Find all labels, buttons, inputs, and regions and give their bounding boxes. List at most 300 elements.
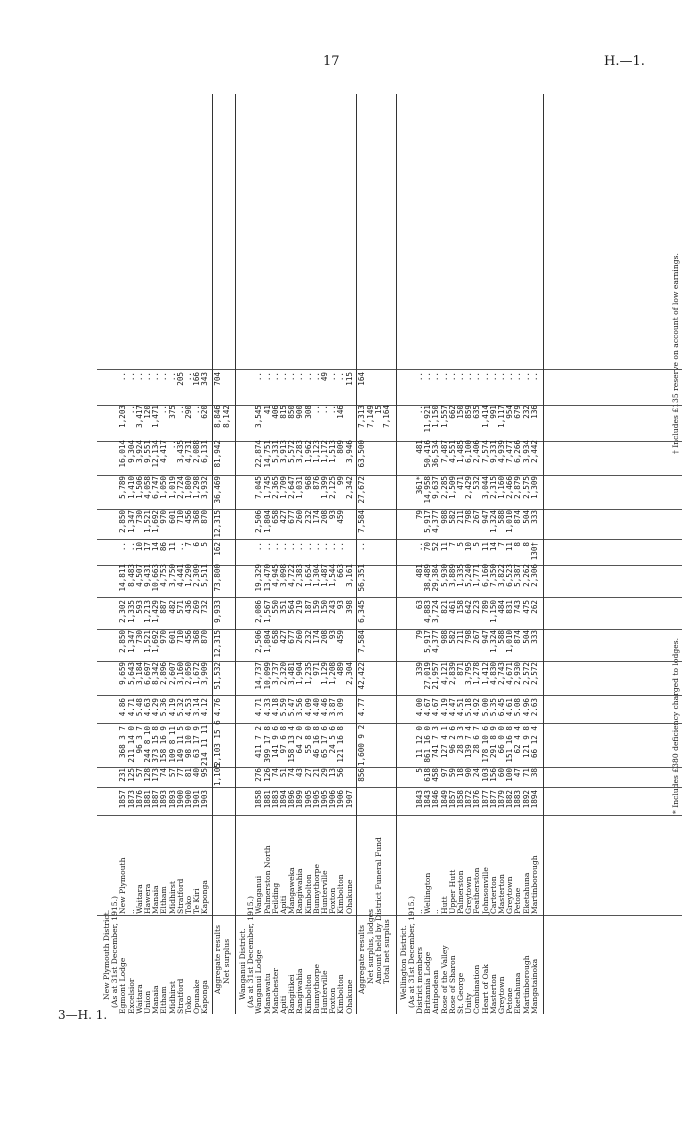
table-cell: 81 bbox=[184, 768, 193, 778]
table-cell: 571 bbox=[175, 600, 185, 614]
table-cell: 244 8 10 bbox=[143, 726, 152, 763]
table-cell: .. bbox=[336, 372, 346, 382]
table-cell: 5,789 bbox=[118, 476, 128, 499]
table-cell: 1,692 bbox=[151, 630, 161, 653]
table-cell: 151 16 8 bbox=[505, 726, 515, 763]
lodge-place: Eketahuna bbox=[521, 872, 531, 914]
table-cell: 504 bbox=[521, 630, 531, 644]
table-cell: 375 bbox=[167, 405, 177, 419]
table-cell: .. bbox=[328, 372, 338, 382]
table-cell: 861 16 0 bbox=[423, 726, 433, 763]
table-cell: 276 bbox=[254, 768, 264, 782]
table-cell: 4.19 bbox=[167, 698, 177, 717]
table-cell: .. bbox=[287, 372, 297, 382]
table-cell: 798 bbox=[464, 630, 474, 644]
table-cell: .. bbox=[415, 405, 424, 415]
lodge-place: Waitara bbox=[134, 884, 144, 914]
lodge-name: Stratford bbox=[175, 978, 185, 1014]
table-cell: 1,278 bbox=[472, 662, 482, 685]
table-cell: 1899 bbox=[295, 790, 305, 809]
table-cell: 5.59 bbox=[279, 698, 288, 717]
table-cell: 489 bbox=[336, 662, 346, 676]
table-cell: 4,441 bbox=[175, 564, 185, 587]
table-cell: 70 bbox=[423, 542, 433, 552]
table-cell: 38 bbox=[529, 768, 539, 778]
table-cell: 57 bbox=[134, 768, 144, 778]
table-cell: .. bbox=[270, 372, 280, 382]
table-cell: 158 16 9 bbox=[159, 726, 169, 763]
table-cell: 2,383 bbox=[295, 564, 305, 587]
lodge-place: New Plymouth bbox=[118, 857, 128, 914]
table-cell: 2,850 bbox=[118, 510, 128, 533]
table-cell: 211 bbox=[456, 510, 465, 524]
lodge-place: .. bbox=[415, 909, 424, 914]
table-cell: 876 bbox=[311, 476, 321, 490]
table-cell: 1,429 bbox=[151, 600, 161, 623]
table-cell: 3,924 bbox=[134, 440, 144, 463]
table-cell: .. bbox=[254, 372, 264, 382]
aggregate-cell: 2,103 15 6 bbox=[212, 720, 222, 766]
table-cell: 398 bbox=[344, 600, 354, 614]
table-cell: 3,889 bbox=[447, 564, 457, 587]
table-cell: 1,347 bbox=[126, 510, 136, 533]
table-cell: 63 17 9 bbox=[192, 726, 202, 759]
table-cell: 150 bbox=[456, 405, 465, 419]
lodge-place: Kimbolton bbox=[303, 874, 313, 914]
lodge-place: Featherston bbox=[472, 867, 482, 914]
lodge-place: .. bbox=[126, 909, 136, 914]
table-cell: .. bbox=[423, 372, 433, 382]
lodge-name: Excelsior bbox=[126, 978, 136, 1014]
table-cell: 2,365 bbox=[270, 476, 280, 499]
table-cell: 3,932 bbox=[200, 476, 210, 499]
table-cell: 308 bbox=[303, 405, 313, 419]
table-cell: 5,917 bbox=[423, 510, 433, 533]
table-cell: 7,574 bbox=[480, 440, 490, 463]
table-cell: 2,125 bbox=[328, 476, 338, 499]
table-cell: 2,050 bbox=[184, 662, 193, 685]
aggregate-cell: 36,469 bbox=[212, 476, 222, 504]
table-cell: 2,304 bbox=[344, 662, 354, 685]
table-cell: 93 bbox=[328, 510, 338, 520]
lodge-name: Antipodean bbox=[431, 969, 441, 1014]
table-cell: 139 7 4 bbox=[464, 726, 474, 759]
table-cell: 6.45 bbox=[497, 698, 506, 717]
table-cell: 635 bbox=[472, 405, 482, 419]
table-cell: 1,347 bbox=[126, 630, 136, 653]
table-cell: 10,099 bbox=[262, 662, 272, 690]
table-cell: 1,019 bbox=[167, 476, 177, 499]
table-cell: 159 bbox=[311, 600, 321, 614]
table-cell: 2,572 bbox=[521, 662, 531, 685]
table-cell: 4.96 bbox=[521, 698, 531, 717]
table-cell: 8,342 bbox=[151, 662, 161, 685]
table-cell: 870 bbox=[200, 510, 210, 524]
table-cell: .. bbox=[311, 372, 321, 382]
table-cell: 4.00 bbox=[415, 698, 424, 717]
section-subtitle: (As at 31st December, 1915.) bbox=[406, 896, 416, 1008]
lodge-place: Johnsonville bbox=[480, 867, 490, 914]
table-cell: .. bbox=[311, 542, 321, 552]
table-cell: 968 bbox=[303, 476, 313, 490]
table-cell: 2,429 bbox=[464, 476, 474, 499]
table-cell: 1858 bbox=[254, 790, 264, 809]
aggregate-cell: 12,315 bbox=[212, 630, 222, 658]
table-cell: 66 0 0 bbox=[497, 726, 506, 754]
table-cell: .. bbox=[447, 372, 457, 382]
section-rule bbox=[396, 94, 397, 1014]
table-cell: 260 bbox=[295, 630, 305, 644]
table-cell: 582 bbox=[447, 630, 457, 644]
table-cell: 7,350 bbox=[488, 564, 498, 587]
table-cell: 588 bbox=[497, 630, 506, 644]
table-cell: 93 bbox=[336, 600, 346, 610]
table-cell: .. bbox=[311, 405, 321, 415]
table-cell: 3.56 bbox=[295, 698, 305, 717]
table-cell: 1849 bbox=[439, 790, 449, 809]
table-cell: 373 15 8 bbox=[151, 726, 161, 763]
table-cell: 1893 bbox=[167, 790, 177, 809]
table-cell: 582 bbox=[447, 510, 457, 524]
table-cell: 1,298 bbox=[192, 476, 202, 499]
table-cell: 1,010 bbox=[505, 630, 515, 653]
table-cell: 9,637 bbox=[431, 476, 441, 499]
table-cell: 4.51 bbox=[456, 698, 465, 717]
aggregate-cell: .. bbox=[356, 542, 366, 552]
table-cell: 2,930 bbox=[513, 662, 523, 685]
table-cell: 4.40 bbox=[311, 698, 321, 717]
lodge-name: Opunake bbox=[192, 979, 202, 1014]
section-subtitle: (As at 31st December, 1915.) bbox=[110, 896, 120, 1008]
table-cell: 5,331 bbox=[270, 440, 280, 463]
table-cell: .. bbox=[415, 542, 424, 552]
table-cell: .. bbox=[126, 372, 136, 382]
table-cell: 593 bbox=[134, 600, 144, 614]
table-cell: 1,304 bbox=[311, 564, 321, 587]
table-cell: 1879 bbox=[497, 790, 506, 809]
lodge-place: Masterton bbox=[497, 874, 506, 914]
aggregate-cell: 164 bbox=[356, 372, 366, 386]
aggregate-label: Aggregate results bbox=[212, 925, 222, 994]
table-cell: 3,737 bbox=[270, 662, 280, 685]
table-cell: 859 bbox=[464, 405, 474, 419]
lodge-place: Hutt bbox=[439, 896, 449, 914]
table-cell: 65 17 6 bbox=[320, 726, 329, 759]
table-cell: 399 17 8 bbox=[262, 726, 272, 763]
table-cell: 2,306 bbox=[529, 564, 539, 587]
table-cell: .. bbox=[328, 542, 338, 552]
table-cell: 174 bbox=[311, 630, 321, 644]
table-cell: 6,131 bbox=[200, 440, 210, 463]
table-cell: 5,643 bbox=[126, 662, 136, 685]
table-cell: 1894 bbox=[529, 790, 539, 809]
table-cell: .. bbox=[143, 372, 152, 382]
table-cell: 74 bbox=[159, 768, 169, 778]
table-cell: 710 bbox=[175, 510, 185, 524]
table-cell: 2,506 bbox=[254, 510, 264, 533]
lodge-place: Eltham bbox=[159, 886, 169, 914]
table-cell: 3,417 bbox=[134, 405, 144, 428]
table-cell: 51 bbox=[279, 768, 288, 778]
table-cell: 95 bbox=[200, 768, 210, 778]
aggregate-cell: 162 bbox=[212, 542, 222, 556]
table-cell: 1,335 bbox=[456, 564, 465, 587]
lodge-name: Combination bbox=[472, 964, 482, 1014]
table-cell: 5 bbox=[456, 542, 465, 547]
table-cell: 14,958 bbox=[423, 476, 433, 504]
lodge-name: Rose of the Valley bbox=[439, 945, 449, 1014]
table-cell: 260 bbox=[295, 510, 305, 524]
table-cell: 1,521 bbox=[143, 510, 152, 533]
table-cell: 174 bbox=[311, 510, 321, 524]
table-cell: .. bbox=[320, 542, 329, 552]
table-cell: 156 bbox=[488, 768, 498, 782]
table-cell: 4,377 bbox=[431, 630, 441, 653]
table-cell: 13,470 bbox=[262, 564, 272, 592]
lodge-place: Toko bbox=[184, 895, 193, 914]
table-cell: 618 bbox=[423, 768, 433, 782]
table-cell: 5 bbox=[200, 542, 210, 547]
table-cell: 1846 bbox=[431, 790, 441, 809]
aggregate-cell: 1,105 bbox=[212, 763, 222, 786]
table-cell: 27 bbox=[303, 768, 313, 778]
table-cell: .. bbox=[488, 372, 498, 382]
table-cell: .. bbox=[295, 372, 305, 382]
table-cell: 38,489 bbox=[423, 564, 433, 592]
table-cell: 100 bbox=[505, 768, 515, 782]
lodge-name: Eketahuna bbox=[513, 972, 523, 1014]
table-cell: .. bbox=[262, 542, 272, 552]
table-cell: 1893 bbox=[159, 790, 169, 809]
lodge-place: Midhirst bbox=[167, 881, 177, 914]
column-rule bbox=[97, 539, 682, 540]
table-cell: 677 bbox=[287, 510, 297, 524]
table-cell: .. bbox=[320, 405, 329, 415]
table-cell: 86 bbox=[159, 542, 169, 552]
lodge-name: Apiti bbox=[279, 995, 288, 1014]
table-cell: 339 bbox=[415, 662, 424, 676]
lodge-place: Foxton bbox=[328, 887, 338, 914]
table-cell: 96 2 6 bbox=[447, 726, 457, 754]
aggregate-cell: 7,313 bbox=[356, 405, 366, 428]
net-surplus-label: Net surplus bbox=[221, 938, 231, 984]
table-cell: 3,481 bbox=[287, 662, 297, 685]
column-rule bbox=[97, 597, 682, 598]
table-cell: 2,086 bbox=[254, 600, 264, 623]
table-cell: .. bbox=[336, 542, 346, 552]
table-cell: 1,290 bbox=[184, 564, 193, 587]
table-cell: 1,521 bbox=[143, 630, 152, 653]
table-cell: 4.71 bbox=[254, 698, 264, 717]
lodge-name: Manawatu bbox=[262, 973, 272, 1014]
table-cell: 1900 bbox=[184, 790, 193, 809]
table-cell: 66 12 4 bbox=[529, 726, 539, 759]
table-cell: 77 bbox=[175, 768, 185, 778]
table-cell: 2,850 bbox=[118, 630, 128, 653]
table-cell: 658 bbox=[270, 630, 280, 644]
table-cell: 211 bbox=[456, 630, 465, 644]
table-cell: 2,607 bbox=[167, 662, 177, 685]
table-cell: 1877 bbox=[480, 790, 490, 809]
table-cell: .. bbox=[192, 405, 202, 415]
aggregate-cell: 27,672 bbox=[356, 476, 366, 504]
table-cell: 1883 bbox=[270, 790, 280, 809]
section-rule bbox=[235, 94, 236, 1014]
table-cell: 4.09 bbox=[303, 698, 313, 717]
table-cell: 1,745 bbox=[262, 476, 272, 499]
table-cell: 461 bbox=[447, 600, 457, 614]
column-rule bbox=[97, 815, 682, 816]
table-cell: 333 bbox=[529, 510, 539, 524]
footnote-reserve: † Includes £135 reserve on account of low earnings. bbox=[671, 253, 680, 454]
table-cell: 1896 bbox=[287, 790, 297, 809]
table-cell: 7 bbox=[497, 542, 506, 547]
table-cell: 7 bbox=[184, 542, 193, 547]
table-cell: 149 11 5 bbox=[175, 726, 185, 763]
table-cell: 809 bbox=[336, 440, 346, 454]
table-cell: .. bbox=[184, 372, 193, 382]
section-rule bbox=[543, 94, 544, 1014]
table-cell: 291 8 9 bbox=[488, 726, 498, 759]
lodge-place: Palmerston bbox=[456, 870, 465, 914]
table-cell: 3,750 bbox=[167, 564, 177, 587]
table-cell: 14 bbox=[151, 542, 161, 552]
table-cell: 459 bbox=[336, 630, 346, 644]
aggregate-cell: 7,584 bbox=[356, 630, 366, 653]
net-surplus-value: 8,142 bbox=[221, 405, 231, 428]
table-cell: 798 bbox=[464, 510, 474, 524]
table-cell: 361* bbox=[415, 476, 424, 495]
table-cell: 232 bbox=[521, 405, 531, 419]
table-cell: 6,523 bbox=[505, 564, 515, 587]
table-cell: 710 bbox=[175, 630, 185, 644]
extra-label: Total net surplus bbox=[382, 919, 392, 984]
lodge-name: Mangatainoka bbox=[529, 958, 539, 1014]
table-cell: 9,304 bbox=[126, 440, 136, 463]
table-cell: 4.33 bbox=[262, 698, 272, 717]
table-cell: 56 bbox=[336, 768, 346, 778]
column-rule bbox=[97, 369, 682, 370]
lodge-place: Apiti bbox=[279, 895, 288, 914]
table-cell: .. bbox=[118, 372, 128, 382]
lodge-name: Ohakune bbox=[344, 979, 354, 1014]
aggregate-cell: 73,800 bbox=[212, 564, 222, 592]
table-cell: 663 bbox=[336, 564, 346, 578]
table-cell: 8 bbox=[513, 542, 523, 547]
extra-label: Amount held by District Funeral Fund bbox=[374, 837, 384, 984]
table-cell: 9,551 bbox=[143, 440, 152, 463]
table-cell: 9,431 bbox=[143, 564, 152, 587]
table-cell: 3,161 bbox=[344, 564, 354, 587]
table-cell: 4,731 bbox=[184, 440, 193, 463]
table-cell: 1,010 bbox=[505, 510, 515, 533]
table-cell: 10,663 bbox=[151, 564, 161, 592]
table-cell: 98 10 0 bbox=[184, 726, 193, 759]
aggregate-cell: 1,600 9 2 bbox=[356, 724, 366, 766]
table-cell: 4,507 bbox=[134, 564, 144, 587]
aggregate-cell: 8,846 bbox=[212, 405, 222, 428]
table-cell: 601 bbox=[167, 630, 177, 644]
table-cell: 97 bbox=[439, 768, 449, 778]
lodge-name: St. George bbox=[456, 972, 465, 1014]
table-cell: 3,545 bbox=[254, 405, 264, 428]
table-cell: 1,487 bbox=[320, 564, 329, 587]
table-cell: 1,506 bbox=[134, 476, 144, 499]
lodge-place: Kimbolton bbox=[336, 874, 346, 914]
table-cell: 1,804 bbox=[262, 630, 272, 653]
table-cell: 2,724 bbox=[175, 476, 185, 499]
table-cell: 4,753 bbox=[159, 564, 169, 587]
table-cell: 1,150 bbox=[431, 405, 441, 428]
lodge-name: Rangitikei bbox=[287, 974, 297, 1014]
lodge-name: Midhirst bbox=[167, 981, 177, 1014]
table-cell: .. bbox=[505, 372, 515, 382]
table-cell: 679 bbox=[513, 405, 523, 419]
aggregate-cell: 704 bbox=[212, 372, 222, 386]
table-cell: 1,654 bbox=[303, 564, 313, 587]
table-cell: 1876 bbox=[472, 790, 482, 809]
table-cell: .. bbox=[151, 372, 161, 382]
table-cell: 368 bbox=[192, 630, 202, 644]
lodge-place: Martinborough bbox=[529, 855, 539, 914]
table-cell: 1,557 bbox=[439, 405, 449, 428]
table-cell: .. bbox=[287, 542, 297, 552]
lodge-name: Rose of Sharon bbox=[447, 955, 457, 1014]
table-cell: 730 bbox=[134, 510, 144, 524]
lodge-place: Wanganui bbox=[254, 875, 264, 914]
table-cell: 1,544 bbox=[328, 564, 338, 587]
table-cell: 60 bbox=[497, 768, 506, 778]
table-cell: 4,671 bbox=[505, 662, 515, 685]
table-cell: 3,044 bbox=[480, 476, 490, 499]
table-cell: 90 bbox=[464, 768, 474, 778]
table-cell: 97 6 8 bbox=[279, 726, 288, 754]
table-cell: 1903 bbox=[200, 790, 210, 809]
table-cell: 4.86 bbox=[118, 698, 128, 717]
table-cell: 481 bbox=[415, 440, 424, 454]
table-cell: 1,471 bbox=[151, 405, 161, 428]
table-cell: 406 bbox=[270, 405, 280, 419]
table-cell: 5.18 bbox=[464, 698, 474, 717]
table-cell: 29 bbox=[320, 768, 329, 778]
table-cell: 741 7 3 bbox=[431, 726, 441, 759]
table-cell: 471 bbox=[456, 476, 465, 490]
table-cell: 21 bbox=[311, 768, 321, 778]
table-cell: 146 bbox=[336, 405, 346, 419]
table-cell: 1,692 bbox=[151, 510, 161, 533]
table-cell: 24 5 6 bbox=[328, 726, 338, 754]
table-cell: 2,575 bbox=[521, 476, 531, 499]
lodge-name: Foxton bbox=[328, 987, 338, 1014]
aggregate-label: Aggregate results bbox=[356, 925, 366, 994]
table-cell: 1,050 bbox=[159, 476, 169, 499]
table-cell: 5.32 bbox=[175, 698, 185, 717]
table-cell: 6,747 bbox=[151, 476, 161, 499]
table-cell: 3,184 bbox=[134, 662, 144, 685]
table-cell: 4,058 bbox=[143, 476, 152, 499]
table-cell: 815 bbox=[279, 405, 288, 419]
table-cell: 1,335 bbox=[126, 600, 136, 623]
table-cell: 158 bbox=[456, 600, 465, 614]
table-cell: 7,477 bbox=[505, 440, 515, 463]
table-cell: 219 bbox=[295, 600, 305, 614]
table-cell: 5 bbox=[472, 542, 482, 547]
lodge-place: Rangiwahia bbox=[295, 868, 305, 914]
table-cell: 333 bbox=[529, 630, 539, 644]
lodge-name: Egmont Lodge bbox=[118, 957, 128, 1014]
table-cell: 677 bbox=[287, 630, 297, 644]
lodge-name: Martinborough bbox=[521, 955, 531, 1014]
